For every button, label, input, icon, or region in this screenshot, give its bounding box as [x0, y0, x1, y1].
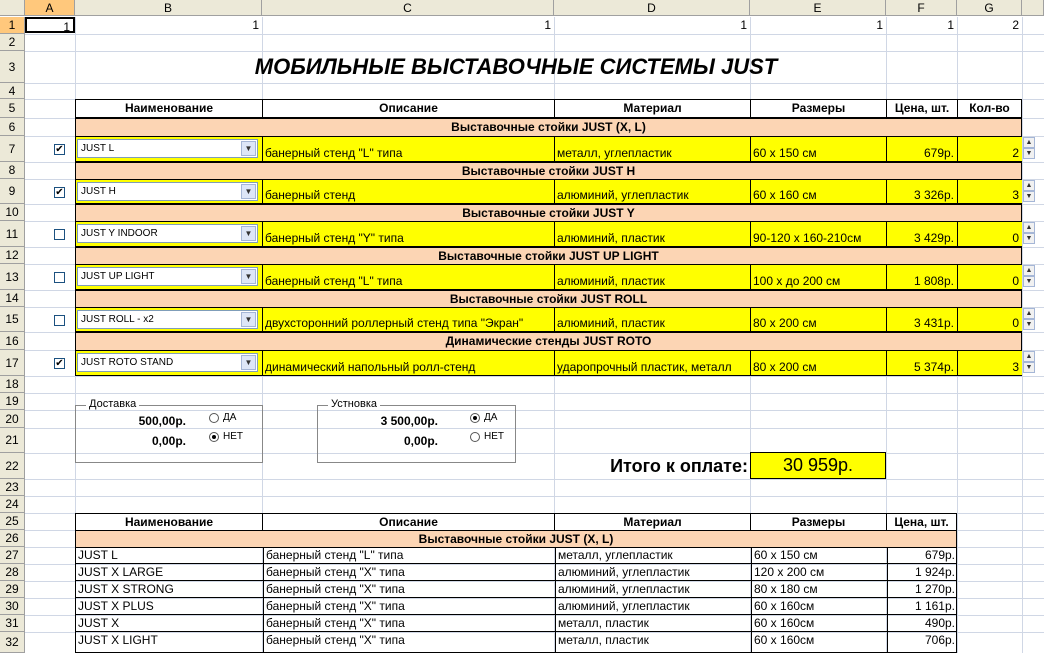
section-title: Выставочные стойки JUST UP LIGHT: [75, 247, 1022, 266]
chevron-down-icon[interactable]: ▼: [241, 184, 256, 199]
chevron-down-icon[interactable]: ▼: [241, 141, 256, 156]
pl-name[interactable]: JUST X LIGHT: [78, 633, 158, 647]
row-header-12[interactable]: 12: [0, 247, 25, 264]
header-price: Цена, шт.: [886, 99, 958, 118]
row-header-5[interactable]: 5: [0, 99, 25, 118]
row-header-29[interactable]: 29: [0, 581, 25, 598]
column-header-blank: [1022, 0, 1044, 16]
section-title: Выставочные стойки JUST Y: [75, 204, 1022, 223]
item-material: алюминий, пластик: [554, 265, 750, 289]
pl-material[interactable]: металл, пластик: [555, 615, 751, 631]
delivery-yes-value: 500,00р.: [138, 414, 186, 428]
grid-hline: [25, 34, 1044, 35]
item-size: 100 x до 200 см: [750, 265, 886, 289]
cell-g1[interactable]: 2: [1012, 18, 1019, 32]
total-value[interactable]: 30 959р.: [750, 452, 886, 479]
item-material: ударопрочный пластик, металл: [554, 351, 750, 375]
item-combobox-value: JUST H: [81, 186, 116, 197]
item-combobox-value: JUST L: [81, 143, 115, 154]
item-qty[interactable]: 3: [957, 351, 1022, 375]
pl-name[interactable]: JUST L: [78, 548, 118, 562]
item-price: 679р.: [886, 137, 957, 161]
item-desc: банерный стенд "Y" типа: [262, 222, 554, 246]
chevron-down-icon[interactable]: ▼: [241, 312, 256, 327]
spin-up-icon[interactable]: ▲: [1023, 222, 1035, 233]
price-list-row: [75, 581, 957, 598]
row-header-2[interactable]: 2: [0, 34, 25, 51]
item-size: 60 x 160 см: [750, 180, 886, 203]
delivery-no-value: 0,00р.: [151, 434, 186, 448]
delivery-yes-label: ДА: [223, 412, 237, 423]
grid-hline: [25, 479, 1044, 480]
column-header-a[interactable]: A: [25, 0, 75, 16]
grid-hline: [25, 496, 1044, 497]
cell-c1[interactable]: 1: [544, 18, 551, 32]
item-qty[interactable]: 0: [957, 265, 1022, 289]
spin-down-icon[interactable]: ▼: [1023, 148, 1035, 159]
header-desc: Описание: [262, 99, 555, 118]
pl-price[interactable]: 490р.: [887, 615, 958, 631]
pl-desc[interactable]: банерный стенд "X" типа: [263, 581, 555, 597]
row-header-32[interactable]: 32: [0, 632, 25, 653]
pl-name[interactable]: JUST X LARGE: [78, 565, 164, 579]
item-size: 80 x 200 см: [750, 351, 886, 375]
item-desc: банерный стенд "L" типа: [262, 137, 554, 161]
pl-desc[interactable]: банерный стенд "X" типа: [263, 615, 555, 631]
row-header-6[interactable]: 6: [0, 118, 25, 136]
item-material: алюминий, углепластик: [554, 180, 750, 203]
pl-desc[interactable]: банерный стенд "X" типа: [263, 564, 555, 580]
delivery-legend: Доставка: [86, 398, 139, 410]
row-header-4[interactable]: 4: [0, 83, 25, 99]
item-size: 80 x 200 см: [750, 308, 886, 331]
row-header-20[interactable]: 20: [0, 410, 25, 428]
header-material: Материал: [554, 99, 751, 118]
spin-up-icon[interactable]: ▲: [1023, 137, 1035, 148]
row-header-15[interactable]: 15: [0, 307, 25, 332]
item-qty[interactable]: 3: [957, 180, 1022, 203]
item-combobox-value: JUST ROTO STAND: [81, 357, 174, 368]
pl-material[interactable]: алюминий, углепластик: [555, 581, 751, 597]
price-list-row: [75, 615, 957, 632]
row-header-16[interactable]: 16: [0, 332, 25, 350]
install-no-value: 0,00р.: [403, 434, 438, 448]
install-yes-label: ДА: [484, 412, 498, 423]
item-combobox[interactable]: [77, 267, 258, 286]
pl-price[interactable]: 706р.: [887, 632, 958, 652]
header-qty: Кол-во: [957, 99, 1022, 118]
item-combobox[interactable]: [77, 353, 258, 372]
pl-header-price: Цена, шт.: [886, 513, 957, 531]
spin-down-icon[interactable]: ▼: [1023, 362, 1035, 373]
item-price: 5 374р.: [886, 351, 957, 375]
cell-a1[interactable]: 1: [25, 17, 75, 33]
spin-down-icon[interactable]: ▼: [1023, 319, 1035, 330]
delivery-yes-radio[interactable]: [209, 413, 219, 423]
item-checkbox[interactable]: ✔: [55, 144, 64, 155]
item-checkbox[interactable]: ✔: [55, 187, 64, 198]
row-header-8[interactable]: 8: [0, 162, 25, 179]
pl-desc[interactable]: банерный стенд "X" типа: [263, 598, 555, 614]
grid-hline: [25, 393, 1044, 394]
pl-header-desc: Описание: [262, 513, 555, 531]
item-combobox-value: JUST Y INDOOR: [81, 228, 158, 239]
column-header-d[interactable]: D: [554, 0, 750, 16]
cell-d1[interactable]: 1: [740, 18, 747, 32]
item-desc: двухсторонний роллерный стенд типа "Экран": [262, 308, 554, 331]
pl-name[interactable]: JUST X PLUS: [78, 599, 154, 613]
chevron-down-icon[interactable]: ▼: [241, 355, 256, 370]
header-size: Размеры: [750, 99, 887, 118]
spin-up-icon[interactable]: ▲: [1023, 308, 1035, 319]
item-material: алюминий, пластик: [554, 308, 750, 331]
total-label: Итого к оплате:: [610, 456, 748, 476]
item-qty[interactable]: 0: [957, 222, 1022, 246]
install-yes-value: 3 500,00р.: [380, 414, 438, 428]
item-checkbox[interactable]: [54, 272, 65, 283]
section-title: Выставочные стойки JUST H: [75, 162, 1022, 181]
row-header-14[interactable]: 14: [0, 290, 25, 307]
row-header-18[interactable]: 18: [0, 376, 25, 393]
section-title: Выставочные стойки JUST (X, L): [75, 118, 1022, 137]
item-combobox[interactable]: [77, 139, 258, 158]
pl-size[interactable]: 60 x 150 см: [751, 547, 887, 563]
pl-header-size: Размеры: [750, 513, 887, 531]
row-header-3[interactable]: 3: [0, 51, 25, 83]
spin-up-icon[interactable]: ▲: [1023, 265, 1035, 276]
spin-up-icon[interactable]: ▲: [1023, 351, 1035, 362]
pl-desc[interactable]: банерный стенд "L" типа: [263, 547, 555, 563]
qty-spinner[interactable]: [1023, 351, 1035, 373]
column-header-e[interactable]: E: [750, 0, 886, 16]
qty-spinner[interactable]: [1023, 137, 1035, 159]
pl-material[interactable]: металл, углепластик: [555, 547, 751, 563]
item-material: металл, углепластик: [554, 137, 750, 161]
item-material: алюминий, пластик: [554, 222, 750, 246]
pl-size[interactable]: 80 x 180 см: [751, 581, 887, 597]
item-combobox[interactable]: [77, 310, 258, 329]
row-header-17[interactable]: 17: [0, 350, 25, 376]
pl-size[interactable]: 60 x 160см: [751, 615, 887, 631]
install-group: [317, 398, 516, 463]
cell-f1[interactable]: 1: [947, 18, 954, 32]
row-header-13[interactable]: 13: [0, 264, 25, 290]
item-combobox[interactable]: [77, 182, 258, 201]
pl-price[interactable]: 1 924р.: [887, 564, 958, 580]
install-legend: Устновка: [328, 398, 380, 410]
item-qty[interactable]: 0: [957, 308, 1022, 331]
row-header-27[interactable]: 27: [0, 547, 25, 564]
item-checkbox[interactable]: ✔: [55, 358, 64, 369]
pl-size[interactable]: 60 x 160см: [751, 632, 887, 652]
qty-spinner[interactable]: [1023, 265, 1035, 287]
install-no-radio[interactable]: [470, 432, 480, 442]
column-header-f[interactable]: F: [886, 0, 957, 16]
item-desc: банерный стенд "L" типа: [262, 265, 554, 289]
item-combobox-value: JUST ROLL - x2: [81, 314, 154, 325]
header-name: Наименование: [75, 99, 263, 118]
item-checkbox[interactable]: [54, 229, 65, 240]
item-qty[interactable]: 2: [957, 137, 1022, 161]
price-list-row: [75, 632, 957, 653]
grid-hline: [25, 376, 1044, 377]
delivery-no-radio[interactable]: [209, 432, 219, 442]
item-desc: банерный стенд: [262, 180, 554, 203]
row-header-23[interactable]: 23: [0, 479, 25, 496]
pl-material[interactable]: металл, пластик: [555, 632, 751, 652]
spin-up-icon[interactable]: ▲: [1023, 180, 1035, 191]
cell-b1[interactable]: 1: [252, 18, 259, 32]
page-title: МОБИЛЬНЫЕ ВЫСТАВОЧНЫЕ СИСТЕМЫ JUST: [254, 54, 778, 79]
item-price: 3 429р.: [886, 222, 957, 246]
row-header-19[interactable]: 19: [0, 393, 25, 410]
pl-header-name: Наименование: [75, 513, 263, 531]
row-header-11[interactable]: 11: [0, 221, 25, 247]
pl-size[interactable]: 120 x 200 см: [751, 564, 887, 580]
item-price: 3 326р.: [886, 180, 957, 203]
delivery-no-label: НЕТ: [223, 431, 243, 442]
qty-spinner[interactable]: [1023, 222, 1035, 244]
pl-desc[interactable]: банерный стенд "X" типа: [263, 632, 555, 652]
chevron-down-icon[interactable]: ▼: [241, 269, 256, 284]
install-no-label: НЕТ: [484, 431, 504, 442]
grid-hline: [25, 83, 1044, 84]
pl-price[interactable]: 1 161р.: [887, 598, 958, 614]
item-size: 90-120 x 160-210см: [750, 222, 886, 246]
grid-vline: [1022, 17, 1023, 653]
price-list-row: [75, 564, 957, 581]
row-header-10[interactable]: 10: [0, 204, 25, 221]
section-title: Динамические стенды JUST ROTO: [75, 332, 1022, 351]
qty-spinner[interactable]: [1023, 308, 1035, 330]
pl-header-material: Материал: [554, 513, 751, 531]
pl-section-title: Выставочные стойки JUST (X, L): [75, 530, 957, 548]
item-desc: динамический напольный ролл-стенд: [262, 351, 554, 375]
row-header-21[interactable]: 21: [0, 428, 25, 453]
spin-down-icon[interactable]: ▼: [1023, 233, 1035, 244]
price-list-row: [75, 598, 957, 615]
column-header-g[interactable]: G: [957, 0, 1022, 16]
pl-price[interactable]: 1 270р.: [887, 581, 958, 597]
pl-size[interactable]: 60 x 160см: [751, 598, 887, 614]
pl-name[interactable]: JUST X STRONG: [78, 582, 174, 596]
qty-spinner[interactable]: [1023, 180, 1035, 202]
item-checkbox[interactable]: [54, 315, 65, 326]
row-header-24[interactable]: 24: [0, 496, 25, 513]
spin-down-icon[interactable]: ▼: [1023, 276, 1035, 287]
delivery-group: [75, 398, 263, 463]
pl-material[interactable]: алюминий, углепластик: [555, 564, 751, 580]
spin-down-icon[interactable]: ▼: [1023, 191, 1035, 202]
row-header-7[interactable]: 7: [0, 136, 25, 162]
row-header-22[interactable]: 22: [0, 453, 25, 479]
install-yes-radio[interactable]: [470, 413, 480, 423]
row-header-26[interactable]: 26: [0, 530, 25, 547]
item-combobox-value: JUST UP LIGHT: [81, 271, 155, 282]
column-header-b[interactable]: B: [75, 0, 262, 16]
row-header-1[interactable]: 1: [0, 17, 25, 34]
pl-name[interactable]: JUST X: [78, 616, 120, 630]
chevron-down-icon[interactable]: ▼: [241, 226, 256, 241]
item-price: 3 431р.: [886, 308, 957, 331]
cell-e1[interactable]: 1: [876, 18, 883, 32]
pl-price[interactable]: 679р.: [887, 547, 958, 563]
column-header-c[interactable]: C: [262, 0, 554, 16]
row-header-28[interactable]: 28: [0, 564, 25, 581]
row-header-30[interactable]: 30: [0, 598, 25, 615]
pl-material[interactable]: алюминий, углепластик: [555, 598, 751, 614]
item-combobox[interactable]: [77, 224, 258, 243]
section-title: Выставочные стойки JUST ROLL: [75, 290, 1022, 309]
select-all-corner[interactable]: [0, 0, 25, 16]
item-price: 1 808р.: [886, 265, 957, 289]
row-header-25[interactable]: 25: [0, 513, 25, 530]
row-header-9[interactable]: 9: [0, 179, 25, 204]
row-header-31[interactable]: 31: [0, 615, 25, 632]
item-size: 60 x 150 см: [750, 137, 886, 161]
price-list-row: [75, 547, 957, 564]
